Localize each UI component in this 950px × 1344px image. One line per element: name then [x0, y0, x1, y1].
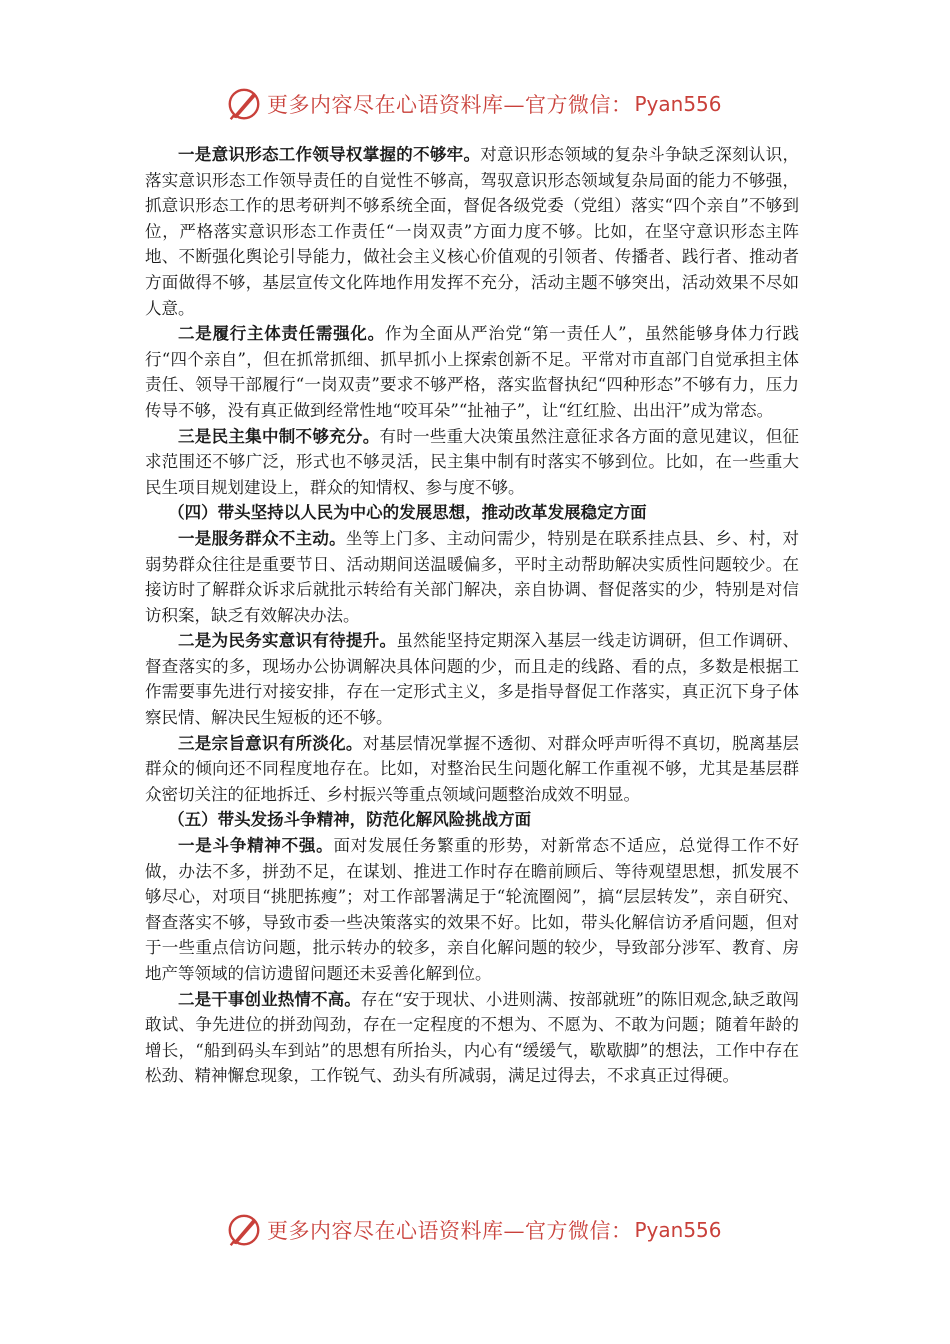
paragraph — [145, 987, 799, 1089]
paragraph — [145, 526, 799, 628]
paragraph-lead: 一是意识形态工作领导权掌握的不够牢。 — [178, 145, 481, 164]
paragraph — [145, 321, 799, 423]
paragraph-body: 有时一些重大决策虽然注意征求各方面的意见建议，但征求范围还不够广泛，形式也不够灵活，民主集中制有时落实不够到位。比如，在一些重大民生项目规划建设上，群众的知情权、参与度不够。 — [145, 426, 800, 497]
banner-contact: Pyan556 — [634, 92, 722, 116]
paragraph-body: 面对发展任务繁重的形势，对新常态不适应，总觉得工作不好做，办法不多，拼劲不足，在谋划、推进工作时存在瞻前顾后、等待观望思想，抓发展不够尽心，对项目“挑肥拣瘦”；对工作部署满足于“轮流圈阅”，搞“层层转发”，亲自研究、督查落实不够，导致市委一些决策落实的效果不好。比如，带头化解信访矛盾问题，但对于一些重点信访问题，批示转办的较多，亲自化解问题的较少，导致部分涉军、教育、房地产等领域的信访遗留问题还未妥善化解到位。 — [145, 836, 800, 983]
paragraph-body: 虽然能坚持定期深入基层一线走访调研，但工作调研、督查落实的多，现场办公协调解决具体问题的少，而且走的线路、看的点，多数是根据工作需要事先进行对接安排，存在一定形式主义，多是指导督促工作落实，真正沉下身子体察民情、解决民生短板的还不够。 — [145, 631, 800, 728]
paragraph-body: 对意识形态领域的复杂斗争缺乏深刻认识，落实意识形态工作领导责任的自觉性不够高，驾驭意识形态领域复杂局面的能力不够强，抓意识形态工作的思考研判不够系统全面，督促各级党委（党组）落实“四个亲自”不够到位，严格落实意识形态工作责任“一岗双责”方面力度不够。比如，在坚守意识形态主阵地、不断强化舆论引导能力，做社会主义核心价值观的引领者、传播者、践行者、推动者方面做得不够，基层宣传文化阵地作用发挥不充分，活动主题不够突出，活动效果不尽如人意。 — [145, 145, 800, 318]
paragraph-lead: 二是履行主体责任需强化。 — [178, 324, 385, 344]
paragraph-lead: 三是宗旨意识有所淡化。 — [178, 733, 363, 753]
banner-text: 更多内容尽在心语资料库—官方微信： — [267, 1219, 633, 1243]
paragraph — [145, 628, 799, 730]
paragraph-lead: 二是干事创业热情不高。 — [178, 989, 361, 1009]
footer-watermark-banner — [225, 1210, 745, 1250]
paragraph — [145, 833, 799, 987]
banner-contact: Pyan556 — [634, 1218, 722, 1242]
document-body — [145, 142, 799, 1089]
paragraph-body: 存在“安于现状、小进则满、按部就班”的陈旧观念,缺乏敢闯敢试、争先进位的拼劲闯劲，存在一定程度的不想为、不愿为、不敢为问题；随着年龄的增长，“船到码头车到站”的思想有所抬头，内心有“缓缓气，歇歇脚”的想法，工作中存在松劲、精神懈怠现象，工作锐气、劲头有所减弱，满足过得去，不求真正过得硬。 — [145, 989, 800, 1086]
paragraph-body: 对基层情况掌握不透彻、对群众呼声听得不真切，脱离基层群众的倾向还不同程度地存在。比如，对整治民生问题化解工作重视不够，尤其是基层群众密切关注的征地拆迁、乡村振兴等重点领域问题整治成效不明显。 — [145, 733, 800, 804]
paragraph-lead: 二是为民务实意识有待提升。 — [178, 631, 397, 651]
paragraph-lead: 一是服务群众不主动。 — [178, 528, 346, 548]
paragraph-lead: 三是民主集中制不够充分。 — [178, 426, 380, 446]
quill-logo-icon — [225, 85, 263, 123]
paragraph-body: 作为全面从严治党“第一责任人”，虽然能够身体力行践行“四个亲自”，但在抓常抓细、抓早抓小上探索创新不足。平常对市直部门自觉承担主体责任、领导干部履行“一岗双责”要求不够严格，落实监督执纪“四种形态”不够有力，压力传导不够，没有真正做到经常性地“咬耳朵”“扯袖子”，让“红红脸、出出汗”成为常态。 — [145, 324, 799, 420]
header-watermark-banner — [225, 84, 745, 124]
quill-logo-icon — [225, 1211, 263, 1249]
paragraph — [145, 142, 799, 321]
banner-text: 更多内容尽在心语资料库—官方微信： — [267, 93, 633, 117]
paragraph — [145, 424, 799, 501]
paragraph — [145, 731, 799, 808]
paragraph-body: 坐等上门多、主动问需少，特别是在联系挂点县、乡、村，对弱势群众往往是重要节日、活动期间送温暖偏多，平时主动帮助解决实质性问题较少。在接访时了解群众诉求后就批示转给有关部门解决，亲自协调、督促落实的少，特别是对信访积案，缺乏有效解决办法。 — [145, 528, 800, 625]
paragraph-lead: 一是斗争精神不强。 — [178, 836, 334, 856]
section-heading: （四）带头坚持以人民为中心的发展思想，推动改革发展稳定方面 — [168, 503, 647, 523]
section-heading: （五）带头发扬斗争精神，防范化解风险挑战方面 — [168, 810, 532, 830]
